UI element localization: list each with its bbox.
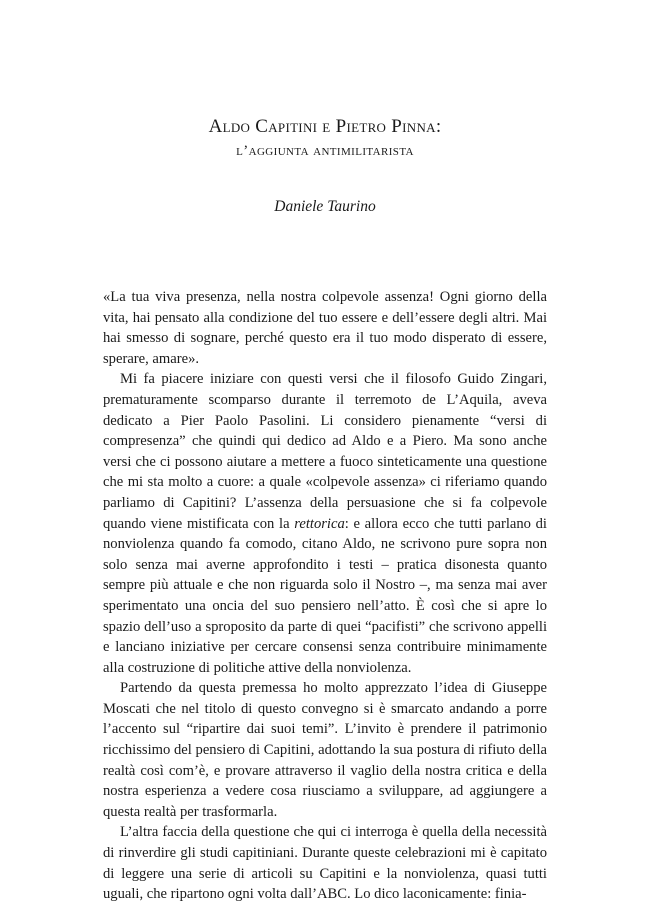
paragraph-2-text-a: Mi fa piacere iniziare con questi versi che il filosofo Guido Zingari, prematuramente scomparso durante il terremoto de L’Aquila, aveva dedicato a Pier Paolo Pasolini. Li considero pienamente “versi di compresenza” che quindi qui dedico ad Aldo e a Piero. Ma sono anche versi che ci possono aiutare a mettere a fuoco sinteticamente una questione che mi sta molto a cuore: a quale «colpevole assenza» ci riferiamo quando parliamo di Capitini? L’assenza della persuasione che si fa colpevole quando viene mistificata con la <box>103 371 547 532</box>
paragraph-3: Partendo da questa premessa ho molto apprezzato l’idea di Giuseppe Moscati che nel titolo di questo convegno si è smarcato andando a porre l’accento sul “ripartire dai suoi temi”. L’invito è prendere il patrimonio ricchissimo del pensiero di Capitini, adottando la sua postura di rifiuto della realtà così com’è, e provare attraverso il vaglio della nostra critica e della nostra esperienza a vedere cosa riusciamo a sviluppare, ad aggiungere a questa realtà per trasformarla. <box>103 680 547 820</box>
paragraph-1: «La tua viva presenza, nella nostra colpevole assenza! Ogni giorno della vita, hai pensato alla condizione del tuo essere e dell’essere degli altri. Mai hai smesso di sognare, perché questo era il tuo modo disperato di essere, sperare, amare». <box>103 289 547 367</box>
author-name: Daniele Taurino <box>274 198 376 215</box>
document-page <box>103 0 547 917</box>
article-body <box>103 287 547 905</box>
article-title: Aldo Capitini e Pietro Pinna: <box>208 116 442 137</box>
article-subtitle: l’aggiunta antimilitarista <box>236 143 414 159</box>
paragraph-2-text-b: : e allora ecco che tutti parlano di nonviolenza quando fa comodo, citano Aldo, ne scrivono pure sopra non solo senza mai averne approfondito i testi – pratica disonesta quanto sempre più attuale e che non riguarda solo il Nostro –, ma senza mai aver sperimentato una oncia del suo pensiero nell’atto. È così che si apre lo spazio dell’uso a sproposito da parte di quei “pacifisti” che scrivono appelli e lanciano iniziative per cercare consensi senza contribuire minimamente alla costruzione di politiche attive della nonviolenza. <box>103 515 547 676</box>
paragraph-4: L’altra faccia della questione che qui ci interroga è quella della necessità di rinverdire gli studi capitiniani. Durante queste celebrazioni mi è capitato di leggere una serie di articoli su Capitini e la nonviolenza, quasi tutti uguali, che ripartono ogni volta dall’ABC. Lo dico laconicamente: finia- <box>103 824 547 903</box>
paragraph-2 <box>103 369 547 678</box>
paragraph-2-emphasis: rettorica <box>294 515 345 532</box>
